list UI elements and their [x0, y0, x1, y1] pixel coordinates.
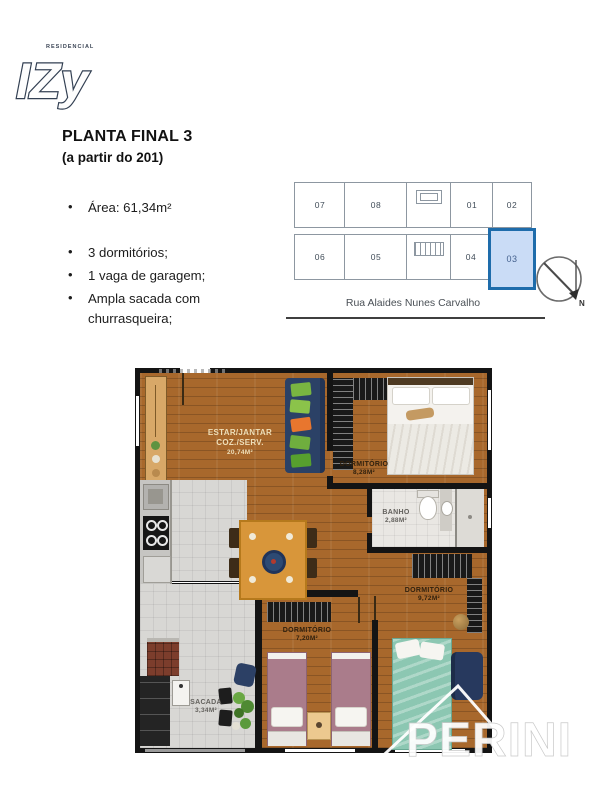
- single-bed: [267, 652, 307, 746]
- unit-08: 08: [344, 182, 408, 228]
- street-label: Rua Alaides Nunes Carvalho: [345, 297, 481, 309]
- watermark-text: PERINI: [406, 714, 573, 767]
- wall: [367, 489, 372, 517]
- door-leaf: [374, 596, 376, 620]
- page-title: PLANTA FINAL 3: [62, 128, 193, 145]
- wardrobe: [333, 378, 353, 470]
- izy-logo: [14, 34, 118, 119]
- fridge: [143, 556, 171, 583]
- wardrobe: [267, 602, 331, 622]
- barbecue-grill: [147, 638, 179, 676]
- entry-door-leaf: [182, 373, 184, 405]
- window: [488, 390, 491, 450]
- unit-05: 05: [344, 234, 408, 280]
- basket: [453, 614, 469, 630]
- izy-logo-icon: [14, 34, 118, 114]
- unit-07: 07: [294, 182, 346, 228]
- elevator-icon: [416, 190, 442, 204]
- apartment-floor-plan: [135, 368, 492, 753]
- window: [488, 498, 491, 528]
- unit-03-highlighted: 03: [488, 228, 536, 290]
- feature-area: • Área: 61,34m²: [62, 198, 240, 217]
- room-label-dorm-middle: DORMITÓRIO 7,20M²: [282, 627, 332, 643]
- balcony-cabinet: [140, 676, 170, 746]
- room-label-living: ESTAR/JANTAR COZ./SERV. 20,74M²: [207, 428, 273, 456]
- building-key-plan: [292, 176, 538, 294]
- sofa: [285, 378, 325, 473]
- window: [136, 396, 139, 446]
- feature-bedrooms: • 3 dormitórios;: [62, 243, 240, 262]
- stove: [143, 516, 169, 550]
- core-bottom: [406, 234, 452, 280]
- feature-list: [62, 198, 240, 332]
- logo-tagline: RESIDENCIAL: [46, 44, 95, 50]
- wall: [367, 547, 487, 553]
- unit-02: 02: [492, 182, 532, 228]
- feature-balcony: • Ampla sacada com churrasqueira;: [62, 289, 240, 327]
- kitchen-sink: [143, 484, 169, 510]
- double-bed: [387, 377, 474, 475]
- wardrobe: [353, 378, 387, 400]
- unit-06: 06: [294, 234, 346, 280]
- wall: [367, 533, 372, 547]
- unit-04: 04: [450, 234, 492, 280]
- shower: [455, 489, 484, 547]
- north-label: N: [579, 299, 585, 308]
- core-top: [406, 182, 452, 228]
- centerpiece: [262, 550, 286, 574]
- page-subtitle: (a partir do 201): [62, 150, 164, 165]
- room-label-dorm-top: DORMITÓRIO 8,28M²: [339, 461, 389, 477]
- double-bed-teal: [392, 638, 452, 750]
- feature-garage: • 1 vaga de garagem;: [62, 266, 240, 285]
- street-line: [286, 317, 545, 319]
- unit-01: 01: [450, 182, 494, 228]
- single-bed: [331, 652, 371, 746]
- plant-icon: [151, 441, 160, 450]
- wall: [372, 620, 378, 748]
- bathroom-sink: [441, 501, 453, 516]
- dining-table: [239, 520, 307, 600]
- stairs-icon: [414, 242, 444, 256]
- armchair: [451, 652, 483, 700]
- wardrobe: [467, 578, 482, 633]
- room-label-bathroom: BANHO 2,88M²: [382, 509, 410, 525]
- wall-print: [159, 369, 225, 373]
- room-label-dorm-right: DORMITÓRIO 9,72M²: [404, 587, 454, 603]
- balcony-railing: [145, 749, 245, 752]
- wardrobe: [412, 554, 472, 578]
- logo-brand: IZy: [16, 53, 89, 109]
- door-leaf: [358, 597, 360, 623]
- toilet: [419, 496, 437, 520]
- window: [285, 749, 355, 752]
- north-compass-icon: [532, 252, 592, 317]
- bathroom-vanity: [440, 489, 452, 531]
- room-label-balcony: SACADA 3,34M²: [190, 699, 222, 715]
- nightstand: [307, 712, 331, 740]
